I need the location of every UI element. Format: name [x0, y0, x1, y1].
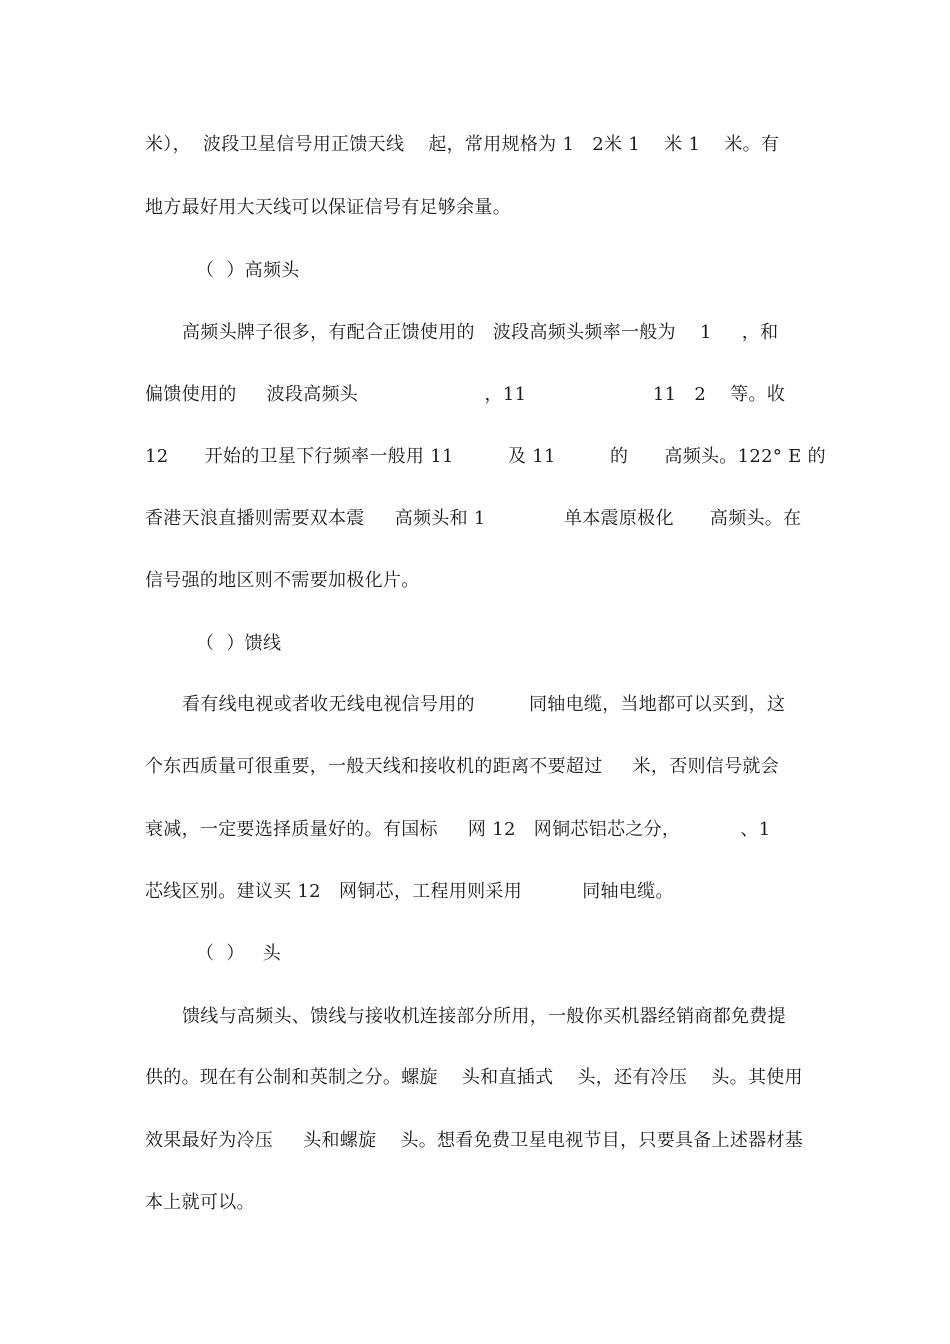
text-line: 米）， 波段卫星信号用正馈天线 起，常用规格为 1 2米 1 米 1 米。有 [145, 134, 780, 155]
text-line: 个东西质量可很重要，一般天线和接收机的距离不要超过 米，否则信号就会 [145, 756, 780, 777]
text-line: 馈线与高频头、馈线与接收机连接部分所用，一般你买机器经销商都免费提 [182, 1006, 786, 1027]
text-line: 芯线区别。建议买 12 网铜芯，工程用则采用 同轴电缆。 [145, 881, 674, 902]
text-line: 供的。现在有公制和英制之分。螺旋 头和直插式 头，还有冷压 头。其使用 [145, 1067, 803, 1088]
text-line: 看有线电视或者收无线电视信号用的 同轴电缆，当地都可以买到，这 [182, 694, 786, 715]
text-line: 本上就可以。 [145, 1192, 255, 1213]
section-heading: （ ） 头 [196, 943, 282, 964]
text-line: 地方最好用大天线可以保证信号有足够余量。 [145, 197, 511, 218]
text-line: 效果最好为冷压 头和螺旋 头。想看免费卫星电视节目，只要具备上述器材基 [145, 1130, 804, 1151]
text-line: 信号强的地区则不需要加极化片。 [145, 570, 420, 591]
text-line: 偏馈使用的 波段高频头 ，11 11 2 等。收 [145, 384, 786, 405]
section-heading: （ ）高频头 [196, 260, 300, 281]
text-line: 高频头牌子很多，有配合正馈使用的 波段高频头频率一般为 1 ，和 [182, 322, 779, 343]
text-line: 12 开始的卫星下行频率一般用 11 及 11 的 高频头。122° E 的 [145, 446, 826, 467]
section-heading: （ ）馈线 [196, 633, 282, 654]
text-line: 衰减，一定要选择质量好的。有国标 网 12 网铜芯铝芯之分， 、1 [145, 819, 771, 840]
text-line: 香港天浪直播则需要双本震 高频头和 1 单本震原极化 高频头。在 [145, 508, 802, 529]
